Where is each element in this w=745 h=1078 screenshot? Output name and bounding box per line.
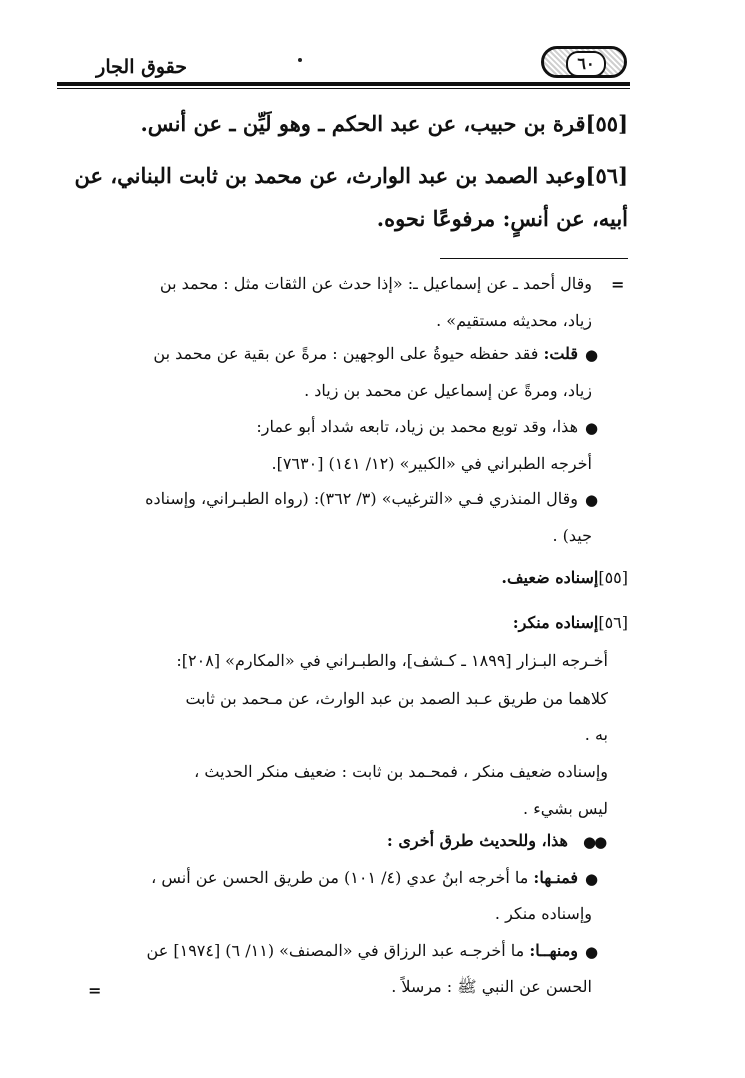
- double-bullet-icon: ●●: [583, 833, 606, 851]
- footnote-line: وإسناده منكر .: [494, 904, 592, 923]
- main-text-line: [٥٥]قرة بن حبيب، عن عبد الحكم ـ وهو لَيِّن ـ عن أنس.: [140, 111, 628, 136]
- footnote-line: جيد) .: [552, 526, 592, 545]
- footnote-line: وقال أحمد ـ عن إسماعيل ـ: «إذا حدث عن الثقات مثل : محمد بن: [159, 274, 592, 293]
- footnote-line: [72, 868, 578, 887]
- main-text-line: [٥٦]وعبد الصمد بن عبد الوارث، عن محمد بن ثابت البناني، عن: [74, 163, 628, 188]
- page-number-badge: [541, 46, 627, 78]
- footnote-line: زياد، ومرةً عن إسماعيل عن محمد بن زياد .: [304, 381, 592, 400]
- page-header: [0, 0, 745, 100]
- footnote-heading: [200, 568, 628, 587]
- footnote-line: ليس بشيء .: [523, 799, 608, 818]
- bullet-icon: ●: [585, 943, 599, 961]
- main-text-line: أبيه، عن أنسٍ: مرفوعًا نحوه.: [376, 206, 628, 231]
- footnote-label: فمنـها:: [533, 868, 578, 887]
- footnote-line: الحسن عن النبي ﷺ : مرسلاً .: [391, 977, 592, 996]
- header-dot: [298, 58, 302, 62]
- footnote-label: قلت:: [543, 344, 578, 363]
- continuation-mark: =: [611, 275, 625, 294]
- footnote-line: هذا، وقد توبع محمد بن زياد، تابعه شداد أبو عمار:: [256, 417, 578, 436]
- footnote-line: [90, 344, 578, 363]
- heading-number: [٥٥]: [598, 568, 628, 587]
- bullet-icon: ●: [585, 491, 599, 509]
- footnote-line: أخرجه الطبراني في «الكبير» (١٢/ ١٤١) [٧٦٣٠].: [271, 454, 592, 473]
- header-rule-thin: [57, 88, 630, 89]
- bullet-icon: ●: [585, 346, 599, 364]
- footnote-line: وقال المنذري فـي «الترغيب» (٣/ ٣٦٢): (رواه الطبـراني، وإسناده: [145, 489, 578, 508]
- header-rule: [57, 82, 630, 86]
- page-number: ٦٠: [566, 51, 606, 77]
- footnote-line: [72, 941, 578, 960]
- footnote-text: ما أخرجـه عبد الرزاق في «المصنف» (١١/ ٦) [١٩٧٤] عن: [146, 941, 525, 960]
- heading-number: [٥٦]: [598, 613, 628, 632]
- book-title: حقوق الجار: [96, 56, 187, 78]
- heading-text: إسناده ضعيف.: [501, 568, 599, 587]
- footnote-separator: [440, 258, 628, 259]
- footnote-line: هذا، وللحديث طرق أخرى :: [386, 831, 568, 850]
- continuation-mark: =: [88, 981, 102, 1000]
- bullet-icon: ●: [585, 419, 599, 437]
- footnote-text: فقد حفظه حيوةُ على الوجهين : مرةً عن بقية عن محمد بن: [153, 344, 539, 363]
- footnote-line: به .: [584, 725, 608, 744]
- footnote-heading: [200, 613, 628, 632]
- footnote-line: كلاهما من طريق عـبد الصمد بن عبد الوارث، عن مـحمد بن ثابت: [185, 689, 608, 708]
- heading-text: إسناده منكر:: [512, 613, 599, 632]
- footnote-text: ما أخرجه ابنُ عدي (٤/ ١٠١) من طريق الحسن عن أنس ،: [151, 868, 529, 887]
- footnote-line: زياد، محديثه مستقيم» .: [436, 311, 592, 330]
- bullet-icon: ●: [585, 870, 599, 888]
- footnote-line: وإسناده ضعيف منكر ، فمحـمد بن ثابت : ضعيف منكر الحديث ،: [194, 762, 608, 781]
- footnote-label: ومنهــا:: [529, 941, 578, 960]
- footnote-line: أخـرجه البـزار [١٨٩٩ ـ كـشف]، والطبـراني في «المكارم» [٢٠٨]:: [176, 651, 608, 670]
